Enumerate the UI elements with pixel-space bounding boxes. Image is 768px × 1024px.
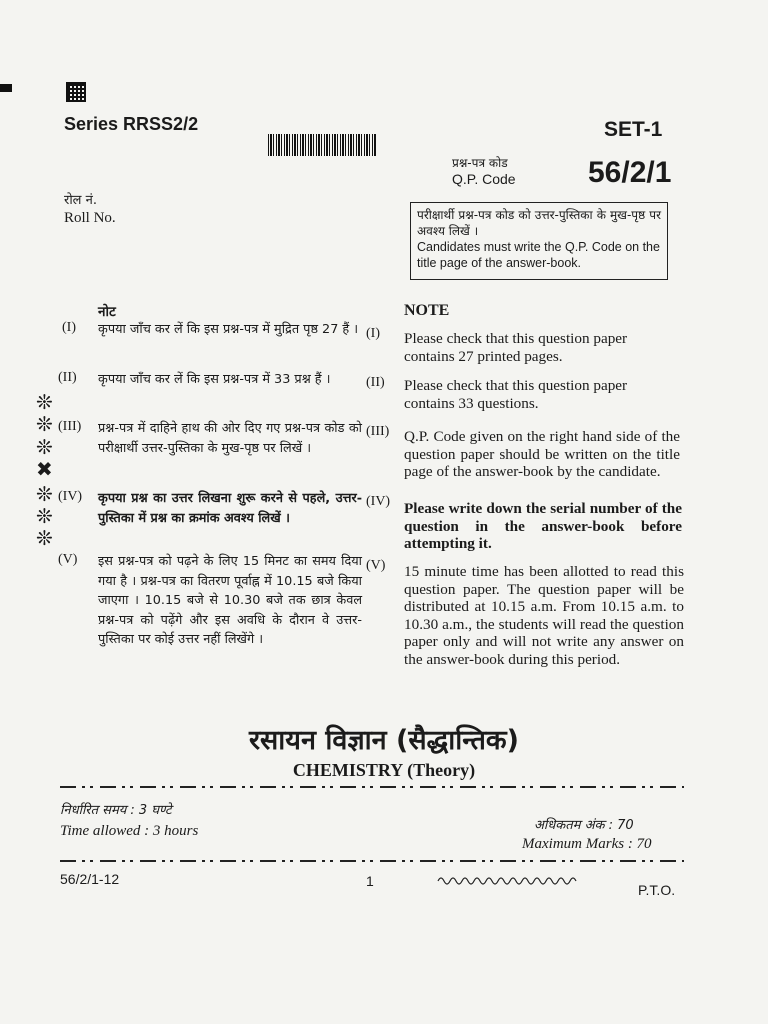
note-text-hindi: प्रश्न-पत्र में दाहिने हाथ की ओर दिए गए प्रश्न-पत्र कोड को परीक्षार्थी उत्तर-पुस्तिका के मुख-पृष्ठ पर लिखें ।	[98, 421, 362, 456]
edge-mark	[0, 84, 12, 92]
note-text: Please check that this question paper contains 27 printed pages.	[404, 330, 628, 365]
divider	[60, 786, 684, 788]
side-mark: ❊	[36, 504, 53, 528]
instruction-box	[410, 202, 668, 280]
side-mark: ✖	[36, 457, 53, 481]
side-mark: ❊	[36, 390, 53, 414]
side-mark: ❊	[36, 482, 53, 506]
subject-title-hindi: रसायन विज्ञान (सैद्धान्तिक)	[249, 725, 519, 756]
signature-squiggle	[436, 874, 580, 888]
page-number: 1	[366, 873, 374, 889]
note-number: (III)	[366, 424, 390, 439]
note-text-hindi: कृपया प्रश्न का उत्तर लिखना शुरू करने से पहले, उत्तर-पुस्तिका में प्रश्न का क्रमांक अवश्य लिखें ।	[98, 491, 362, 526]
maximum-marks: Maximum Marks : 70	[522, 836, 652, 852]
instruction-english: Candidates must write the Q.P. Code on the title page of the answer-book.	[417, 240, 660, 270]
time-allowed-hindi: निर्धारित समय : 3 घण्टे	[60, 803, 172, 818]
note-number-hindi: (III)	[58, 419, 82, 434]
time-allowed: Time allowed : 3 hours	[60, 823, 199, 839]
subject-title: CHEMISTRY (Theory)	[292, 760, 476, 780]
note-number: (I)	[366, 326, 380, 341]
note-text: Q.P. Code given on the right hand side of the question paper should be written on the title page of the answer-book by the candidate.	[404, 428, 680, 480]
maximum-marks-hindi: अधिकतम अंक : 70	[534, 818, 634, 833]
roll-no-label: Roll No.	[64, 210, 116, 226]
barcode-icon	[268, 134, 376, 156]
note-number-hindi: (IV)	[58, 489, 83, 504]
note-number-hindi: (II)	[58, 370, 77, 385]
note-text-hindi: इस प्रश्न-पत्र को पढ़ने के लिए 15 मिनट का समय दिया गया है । प्रश्न-पत्र का वितरण पूर्वाह्न में 10.15 बजे किया जाएगा । 10.15 बजे से 10.30 बजे तक छात्र केवल प्रश्न-पत्र को पढ़ेंगे और इस अवधि के दौरान वे उत्तर-पुस्तिका पर कोई उत्तर नहीं लिखेंगे ।	[98, 554, 362, 647]
footer-paper-code: 56/2/1-12	[60, 871, 120, 887]
note-text-hindi: कृपया जाँच कर लें कि इस प्रश्न-पत्र में 33 प्रश्न हैं ।	[98, 372, 331, 387]
roll-no-label-hindi: रोल नं.	[64, 193, 97, 208]
series-label: Series RRSS2/2	[64, 114, 199, 134]
note-title-hindi: नोट	[98, 304, 116, 320]
qp-code-label: Q.P. Code	[452, 171, 516, 187]
note-number-hindi: (V)	[58, 552, 78, 567]
note-number: (II)	[366, 375, 385, 390]
note-text: Please write down the serial number of the question in the answer-book before attempting it.	[404, 500, 682, 552]
qr-code-icon	[66, 82, 86, 102]
note-text: 15 minute time has been allotted to read this question paper. The question paper will be distributed at 10.15 a.m. From 10.15 a.m. to 10.30 a.m., the students will read the question paper only and will not write any answer on the answer-book during this period.	[404, 563, 684, 668]
divider	[60, 860, 684, 862]
instruction-hindi: परीक्षार्थी प्रश्न-पत्र कोड को उत्तर-पुस्तिका के मुख-पृष्ठ पर अवश्य लिखें ।	[417, 208, 661, 238]
note-title: NOTE	[404, 302, 450, 319]
side-mark: ❊	[36, 526, 53, 550]
side-mark: ❊	[36, 412, 53, 436]
note-number: (V)	[366, 558, 386, 573]
qp-code-label-hindi: प्रश्न-पत्र कोड	[452, 156, 508, 170]
note-number-hindi: (I)	[62, 320, 76, 335]
note-number: (IV)	[366, 494, 391, 509]
qp-code-value: 56/2/1	[588, 156, 672, 189]
note-text: Please check that this question paper contains 33 questions.	[404, 377, 628, 412]
pto-label: P.T.O.	[638, 882, 676, 898]
set-label: SET-1	[604, 118, 663, 141]
note-text-hindi: कृपया जाँच कर लें कि इस प्रश्न-पत्र में मुद्रित पृष्ठ 27 हैं ।	[98, 322, 359, 337]
side-mark: ❊	[36, 435, 53, 459]
